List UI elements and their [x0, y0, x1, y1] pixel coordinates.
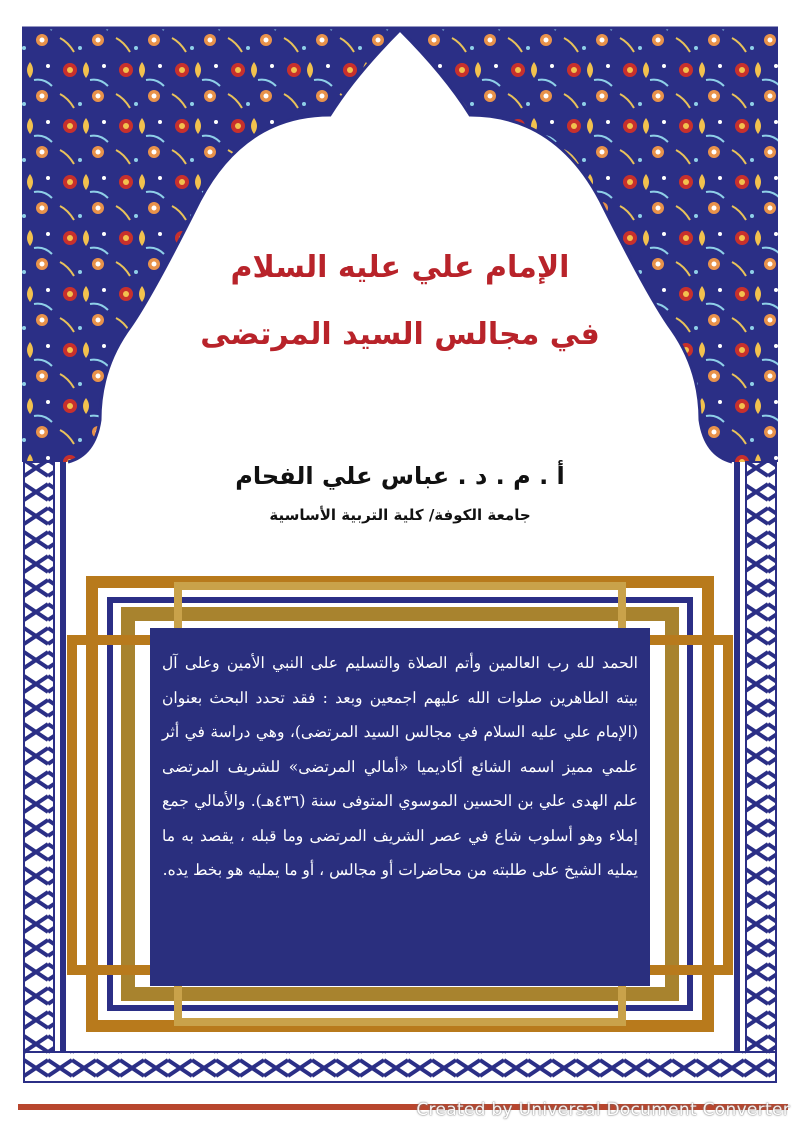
title-line-1: الإمام علي عليه السلام: [230, 250, 570, 285]
abstract-text: الحمد لله رب العالمين وأتم الصلاة والتسليم على النبي الأمين وعلى آل بيته الطاهرين صلوات الله عليهم اجمعين وبعد : فقد تحدد البحث بعنوان (الإمام علي عليه السلام في مجالس السيد المرتضى)، وهي دراسة في أثر علمي مميز اسمه الشائع أكاديميا «أمالي المرتضى» للشريف المرتضى علم الهدى علي بن الحسين الموسوي المتوفى سنة (٤٣٦هـ). والأمالي جمع إملاء وهو أسلوب شاع في عصر الشريف المرتضى وما قبله ، يقصد به ما يمليه الشيخ على طلبته من محاضرات أو مجالس ، أو ما يمليه هو بخط يده.: [162, 654, 638, 879]
watermark-text: Created by Universal Document Converter: [416, 1100, 790, 1120]
author-name: أ . م . د . عباس علي الفحام: [235, 462, 565, 490]
author-affiliation: جامعة الكوفة/ كلية التربية الأساسية: [269, 506, 531, 524]
title-line-2: في مجالس السيد المرتضى: [200, 317, 600, 352]
